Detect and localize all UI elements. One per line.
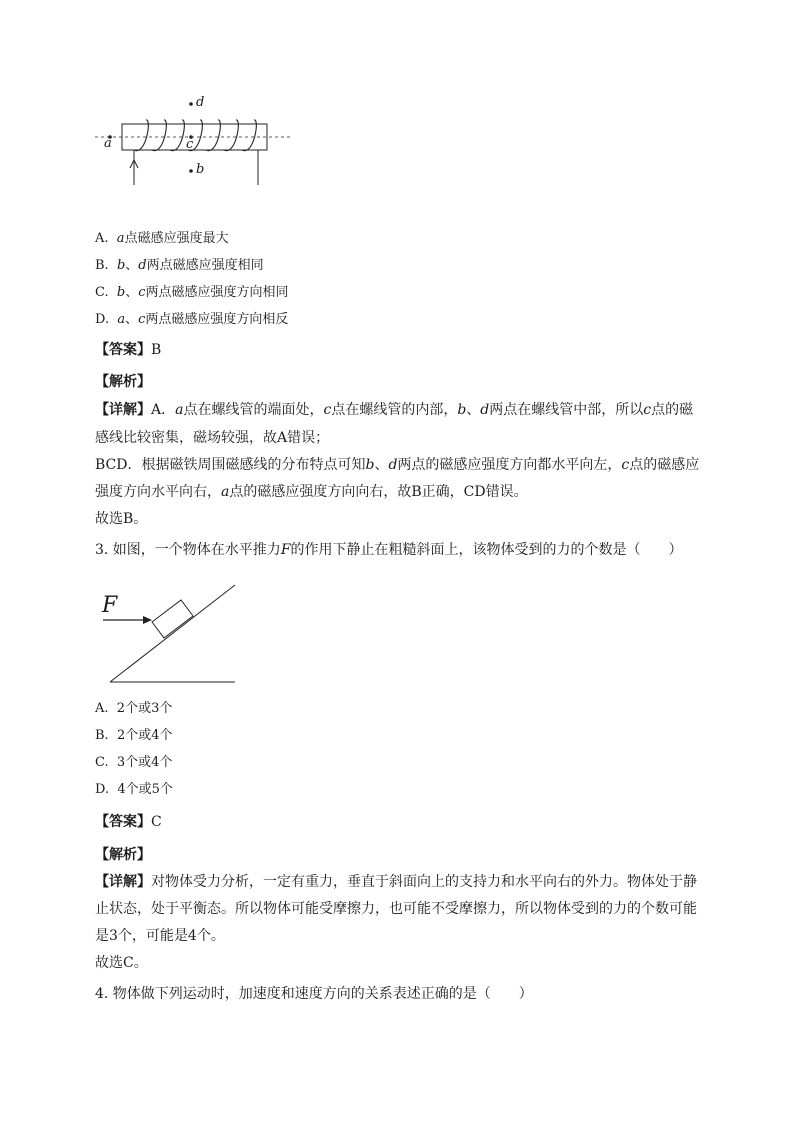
detail-line-3: BCD．根据磁铁周围磁感线的分布特点可知b、d两点的磁感应强度方向都水平向左，c点的磁感应 bbox=[95, 457, 700, 473]
point-label-c: c bbox=[186, 137, 194, 152]
incline-figure bbox=[95, 580, 245, 690]
q3-detail-line-3: 是3个，可能是4个。 bbox=[95, 928, 225, 944]
q3-detail-line-1: 【详解】对物体受力分析，一定有重力，垂直于斜面向上的支持力和水平向右的外力。物体处于静 bbox=[95, 874, 697, 890]
q3-answer-line: 【答案】C bbox=[95, 814, 162, 830]
question-4: 4. 物体做下列运动时，加速度和速度方向的关系表述正确的是（ ） bbox=[95, 986, 533, 1002]
q3-conclusion-line: 故选C。 bbox=[95, 955, 148, 971]
detail-line-1: 【详解】A．a点在螺线管的端面处，c点在螺线管的内部，b、d两点在螺线管中部，所以c点的磁 bbox=[95, 402, 694, 418]
point-label-d: d bbox=[196, 95, 205, 110]
point-label-b: b bbox=[196, 162, 205, 177]
answer-line: 【答案】B bbox=[95, 342, 162, 358]
option-b: B. b、d两点磁感应强度相同 bbox=[95, 258, 264, 273]
q3-option-b: B. 2个或4个 bbox=[95, 728, 173, 743]
solenoid-figure bbox=[90, 90, 300, 190]
point-label-a: a bbox=[104, 136, 112, 151]
option-c: C. b、c两点磁感应强度方向相同 bbox=[95, 285, 289, 300]
question-3: 3. 如图，一个物体在水平推力F的作用下静止在粗糙斜面上，该物体受到的力的个数是（ ） bbox=[95, 542, 683, 558]
q3-option-a: A. 2个或3个 bbox=[95, 701, 173, 716]
conclusion-line: 故选B。 bbox=[95, 511, 148, 527]
q3-detail-line-2: 止状态，处于平衡态。所以物体可能受摩擦力，也可能不受摩擦力，所以物体受到的力的个数可能 bbox=[95, 901, 697, 917]
q3-option-c: C. 3个或4个 bbox=[95, 755, 173, 770]
detail-line-2: 感线比较密集，磁场较强，故A错误； bbox=[95, 430, 330, 446]
force-label: F bbox=[102, 593, 118, 618]
q3-analysis-heading: 【解析】 bbox=[95, 847, 151, 863]
option-a: A. a点磁感应强度最大 bbox=[95, 231, 229, 246]
q3-option-d: D. 4个或5个 bbox=[95, 782, 173, 797]
option-d: D. a、c两点磁感应强度方向相反 bbox=[95, 312, 289, 327]
detail-line-4: 强度方向水平向右，a点的磁感应强度方向向右，故B正确，CD错误。 bbox=[95, 484, 528, 500]
analysis-heading: 【解析】 bbox=[95, 374, 151, 390]
